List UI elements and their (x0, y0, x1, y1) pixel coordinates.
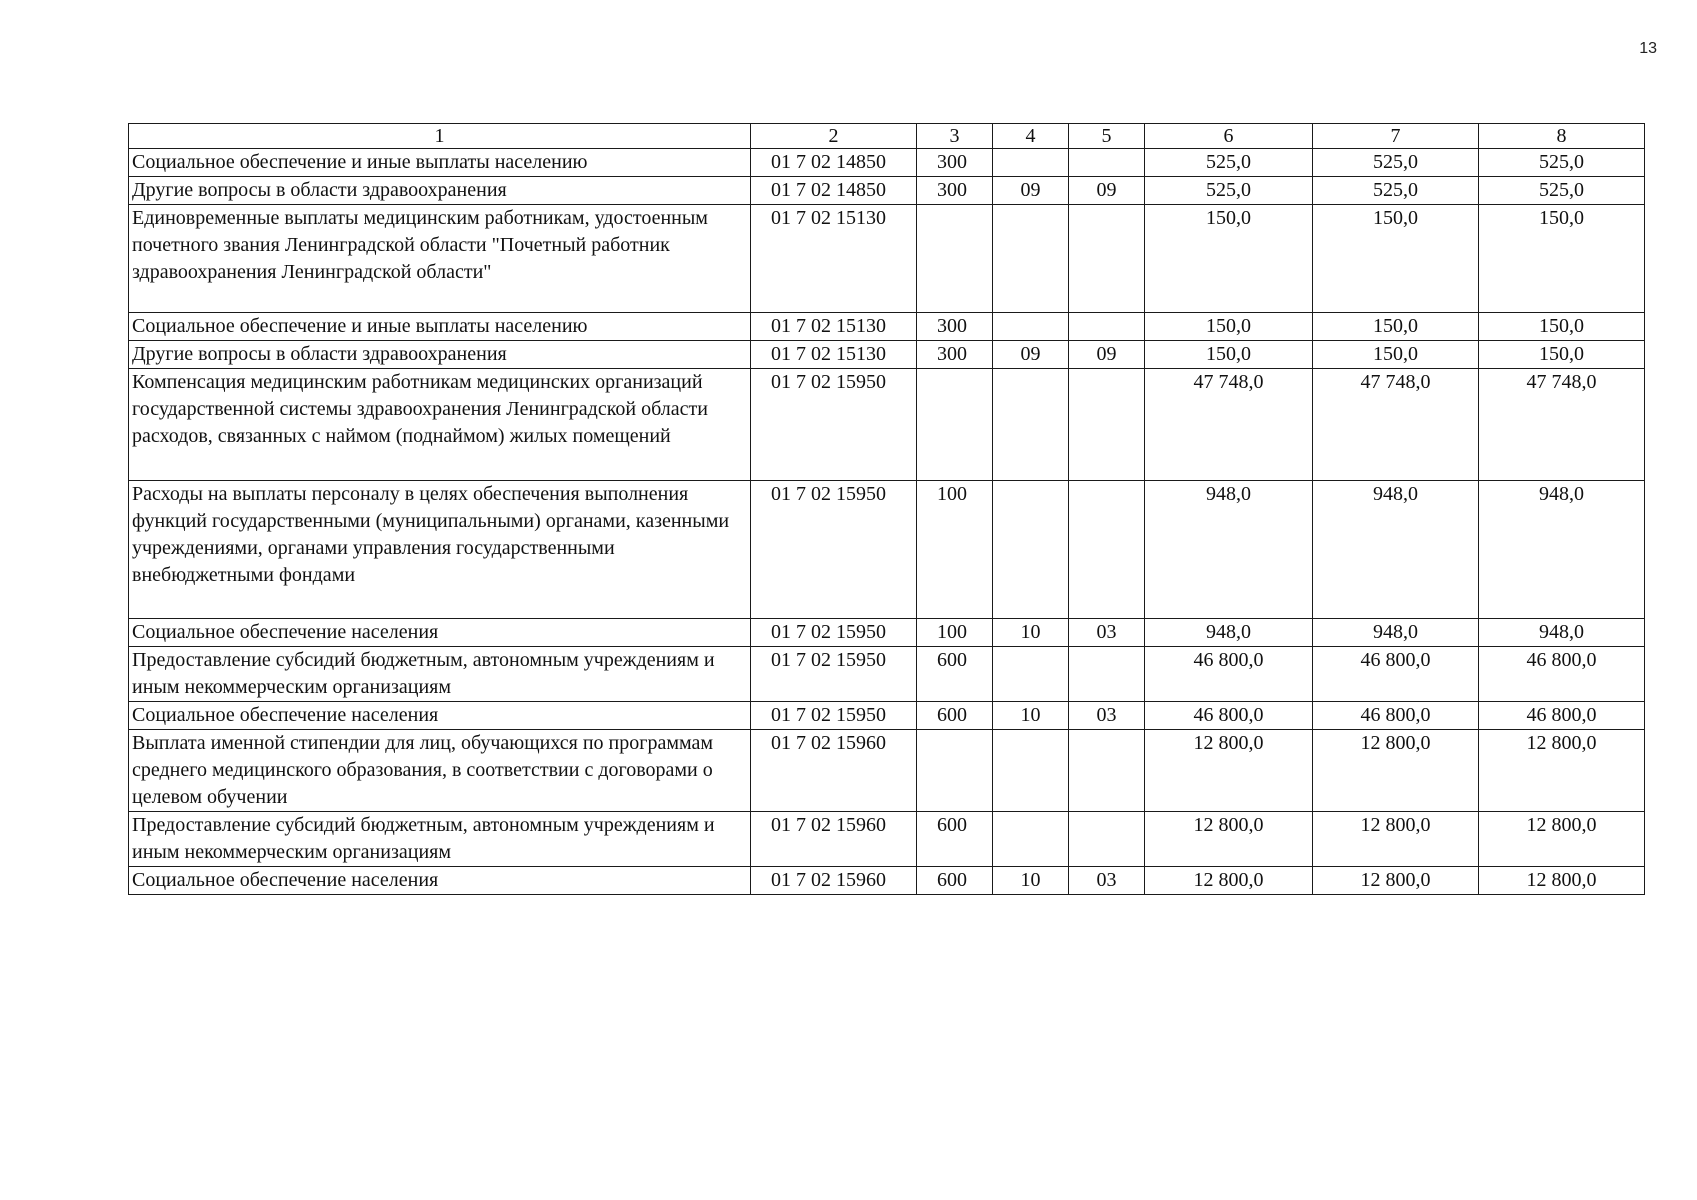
amount-col6-cell: 150,0 (1145, 313, 1313, 341)
section-cell (993, 205, 1069, 313)
amount-col7-cell: 948,0 (1313, 619, 1479, 647)
amount-col8-cell: 46 800,0 (1479, 702, 1645, 730)
amount-col7-cell: 948,0 (1313, 481, 1479, 619)
row-name-cell: Социальное обеспечение и иные выплаты населению (129, 313, 751, 341)
table-row (129, 702, 1645, 730)
amount-col6-cell: 12 800,0 (1145, 812, 1313, 867)
table-row (129, 481, 1645, 619)
target-article-cell: 01 7 02 15950 (751, 369, 917, 481)
amount-col7-cell: 525,0 (1313, 149, 1479, 177)
row-name-cell: Единовременные выплаты медицинским работникам, удостоенным почетного звания Ленинградской области "Почетный работник здравоохранения Ленинградской области" (129, 205, 751, 313)
column-header: 3 (917, 124, 993, 149)
expense-type-cell: 300 (917, 149, 993, 177)
section-cell: 10 (993, 619, 1069, 647)
target-article-cell: 01 7 02 15960 (751, 812, 917, 867)
amount-col7-cell: 46 800,0 (1313, 702, 1479, 730)
table-row (129, 619, 1645, 647)
table-row (129, 867, 1645, 895)
section-cell (993, 481, 1069, 619)
amount-col6-cell: 525,0 (1145, 149, 1313, 177)
subsection-cell (1069, 647, 1145, 702)
page-number: 13 (1639, 40, 1657, 57)
amount-col6-cell: 12 800,0 (1145, 867, 1313, 895)
target-article-cell: 01 7 02 15950 (751, 702, 917, 730)
table-row (129, 341, 1645, 369)
amount-col8-cell: 525,0 (1479, 177, 1645, 205)
expense-type-cell: 600 (917, 647, 993, 702)
column-header: 1 (129, 124, 751, 149)
section-cell: 10 (993, 702, 1069, 730)
amount-col6-cell: 948,0 (1145, 481, 1313, 619)
budget-table (128, 123, 1645, 895)
expense-type-cell (917, 369, 993, 481)
amount-col7-cell: 12 800,0 (1313, 812, 1479, 867)
amount-col8-cell: 525,0 (1479, 149, 1645, 177)
row-name-cell: Социальное обеспечение населения (129, 619, 751, 647)
expense-type-cell: 300 (917, 177, 993, 205)
subsection-cell: 03 (1069, 619, 1145, 647)
amount-col6-cell: 46 800,0 (1145, 647, 1313, 702)
section-cell (993, 812, 1069, 867)
amount-col6-cell: 12 800,0 (1145, 730, 1313, 812)
subsection-cell (1069, 481, 1145, 619)
section-cell (993, 730, 1069, 812)
amount-col8-cell: 12 800,0 (1479, 730, 1645, 812)
amount-col7-cell: 12 800,0 (1313, 730, 1479, 812)
amount-col8-cell: 12 800,0 (1479, 812, 1645, 867)
expense-type-cell: 100 (917, 481, 993, 619)
target-article-cell: 01 7 02 15950 (751, 481, 917, 619)
subsection-cell (1069, 205, 1145, 313)
column-header: 5 (1069, 124, 1145, 149)
target-article-cell: 01 7 02 15130 (751, 205, 917, 313)
section-cell: 09 (993, 177, 1069, 205)
row-name-cell: Компенсация медицинским работникам медицинских организаций государственной системы здравоохранения Ленинградской области расходов, связанных с наймом (поднаймом) жилых помещений (129, 369, 751, 481)
table-row (129, 812, 1645, 867)
amount-col8-cell: 12 800,0 (1479, 867, 1645, 895)
subsection-cell: 03 (1069, 702, 1145, 730)
subsection-cell (1069, 812, 1145, 867)
section-cell (993, 149, 1069, 177)
amount-col8-cell: 948,0 (1479, 619, 1645, 647)
expense-type-cell: 600 (917, 867, 993, 895)
subsection-cell: 09 (1069, 341, 1145, 369)
section-cell (993, 369, 1069, 481)
amount-col6-cell: 150,0 (1145, 205, 1313, 313)
expense-type-cell: 300 (917, 313, 993, 341)
row-name-cell: Выплата именной стипендии для лиц, обучающихся по программам среднего медицинского образования, в соответствии с договорами о целевом обучении (129, 730, 751, 812)
amount-col6-cell: 46 800,0 (1145, 702, 1313, 730)
target-article-cell: 01 7 02 15130 (751, 341, 917, 369)
subsection-cell (1069, 149, 1145, 177)
subsection-cell: 09 (1069, 177, 1145, 205)
row-name-cell: Социальное обеспечение населения (129, 867, 751, 895)
amount-col7-cell: 525,0 (1313, 177, 1479, 205)
row-name-cell: Социальное обеспечение населения (129, 702, 751, 730)
table-row (129, 177, 1645, 205)
amount-col8-cell: 150,0 (1479, 313, 1645, 341)
target-article-cell: 01 7 02 15950 (751, 647, 917, 702)
subsection-cell (1069, 369, 1145, 481)
expense-type-cell (917, 730, 993, 812)
table-row (129, 647, 1645, 702)
expense-type-cell (917, 205, 993, 313)
expense-type-cell: 300 (917, 341, 993, 369)
amount-col8-cell: 47 748,0 (1479, 369, 1645, 481)
header-row (129, 124, 1645, 149)
section-cell (993, 647, 1069, 702)
amount-col6-cell: 47 748,0 (1145, 369, 1313, 481)
amount-col8-cell: 948,0 (1479, 481, 1645, 619)
row-name-cell: Расходы на выплаты персоналу в целях обеспечения выполнения функций государственными (муниципальными) органами, казенными учреждениями, органами управления государственными внебюджетными фондами (129, 481, 751, 619)
column-header: 7 (1313, 124, 1479, 149)
amount-col8-cell: 150,0 (1479, 341, 1645, 369)
amount-col6-cell: 525,0 (1145, 177, 1313, 205)
amount-col7-cell: 150,0 (1313, 313, 1479, 341)
amount-col7-cell: 47 748,0 (1313, 369, 1479, 481)
column-header: 2 (751, 124, 917, 149)
target-article-cell: 01 7 02 15960 (751, 867, 917, 895)
section-cell (993, 313, 1069, 341)
table-row (129, 730, 1645, 812)
target-article-cell: 01 7 02 15960 (751, 730, 917, 812)
amount-col7-cell: 46 800,0 (1313, 647, 1479, 702)
subsection-cell (1069, 313, 1145, 341)
row-name-cell: Другие вопросы в области здравоохранения (129, 341, 751, 369)
target-article-cell: 01 7 02 15950 (751, 619, 917, 647)
row-name-cell: Предоставление субсидий бюджетным, автономным учреждениям и иным некоммерческим организациям (129, 647, 751, 702)
subsection-cell (1069, 730, 1145, 812)
target-article-cell: 01 7 02 15130 (751, 313, 917, 341)
amount-col6-cell: 150,0 (1145, 341, 1313, 369)
amount-col7-cell: 150,0 (1313, 341, 1479, 369)
table-row (129, 369, 1645, 481)
amount-col6-cell: 948,0 (1145, 619, 1313, 647)
expense-type-cell: 600 (917, 812, 993, 867)
target-article-cell: 01 7 02 14850 (751, 177, 917, 205)
expense-type-cell: 600 (917, 702, 993, 730)
row-name-cell: Другие вопросы в области здравоохранения (129, 177, 751, 205)
section-cell: 09 (993, 341, 1069, 369)
expense-type-cell: 100 (917, 619, 993, 647)
row-name-cell: Социальное обеспечение и иные выплаты населению (129, 149, 751, 177)
amount-col8-cell: 150,0 (1479, 205, 1645, 313)
amount-col7-cell: 12 800,0 (1313, 867, 1479, 895)
table-body (129, 149, 1645, 895)
table-row (129, 149, 1645, 177)
column-header: 8 (1479, 124, 1645, 149)
table-row (129, 205, 1645, 313)
column-header: 4 (993, 124, 1069, 149)
table-row (129, 313, 1645, 341)
subsection-cell: 03 (1069, 867, 1145, 895)
row-name-cell: Предоставление субсидий бюджетным, автономным учреждениям и иным некоммерческим организациям (129, 812, 751, 867)
target-article-cell: 01 7 02 14850 (751, 149, 917, 177)
amount-col7-cell: 150,0 (1313, 205, 1479, 313)
section-cell: 10 (993, 867, 1069, 895)
column-header: 6 (1145, 124, 1313, 149)
amount-col8-cell: 46 800,0 (1479, 647, 1645, 702)
